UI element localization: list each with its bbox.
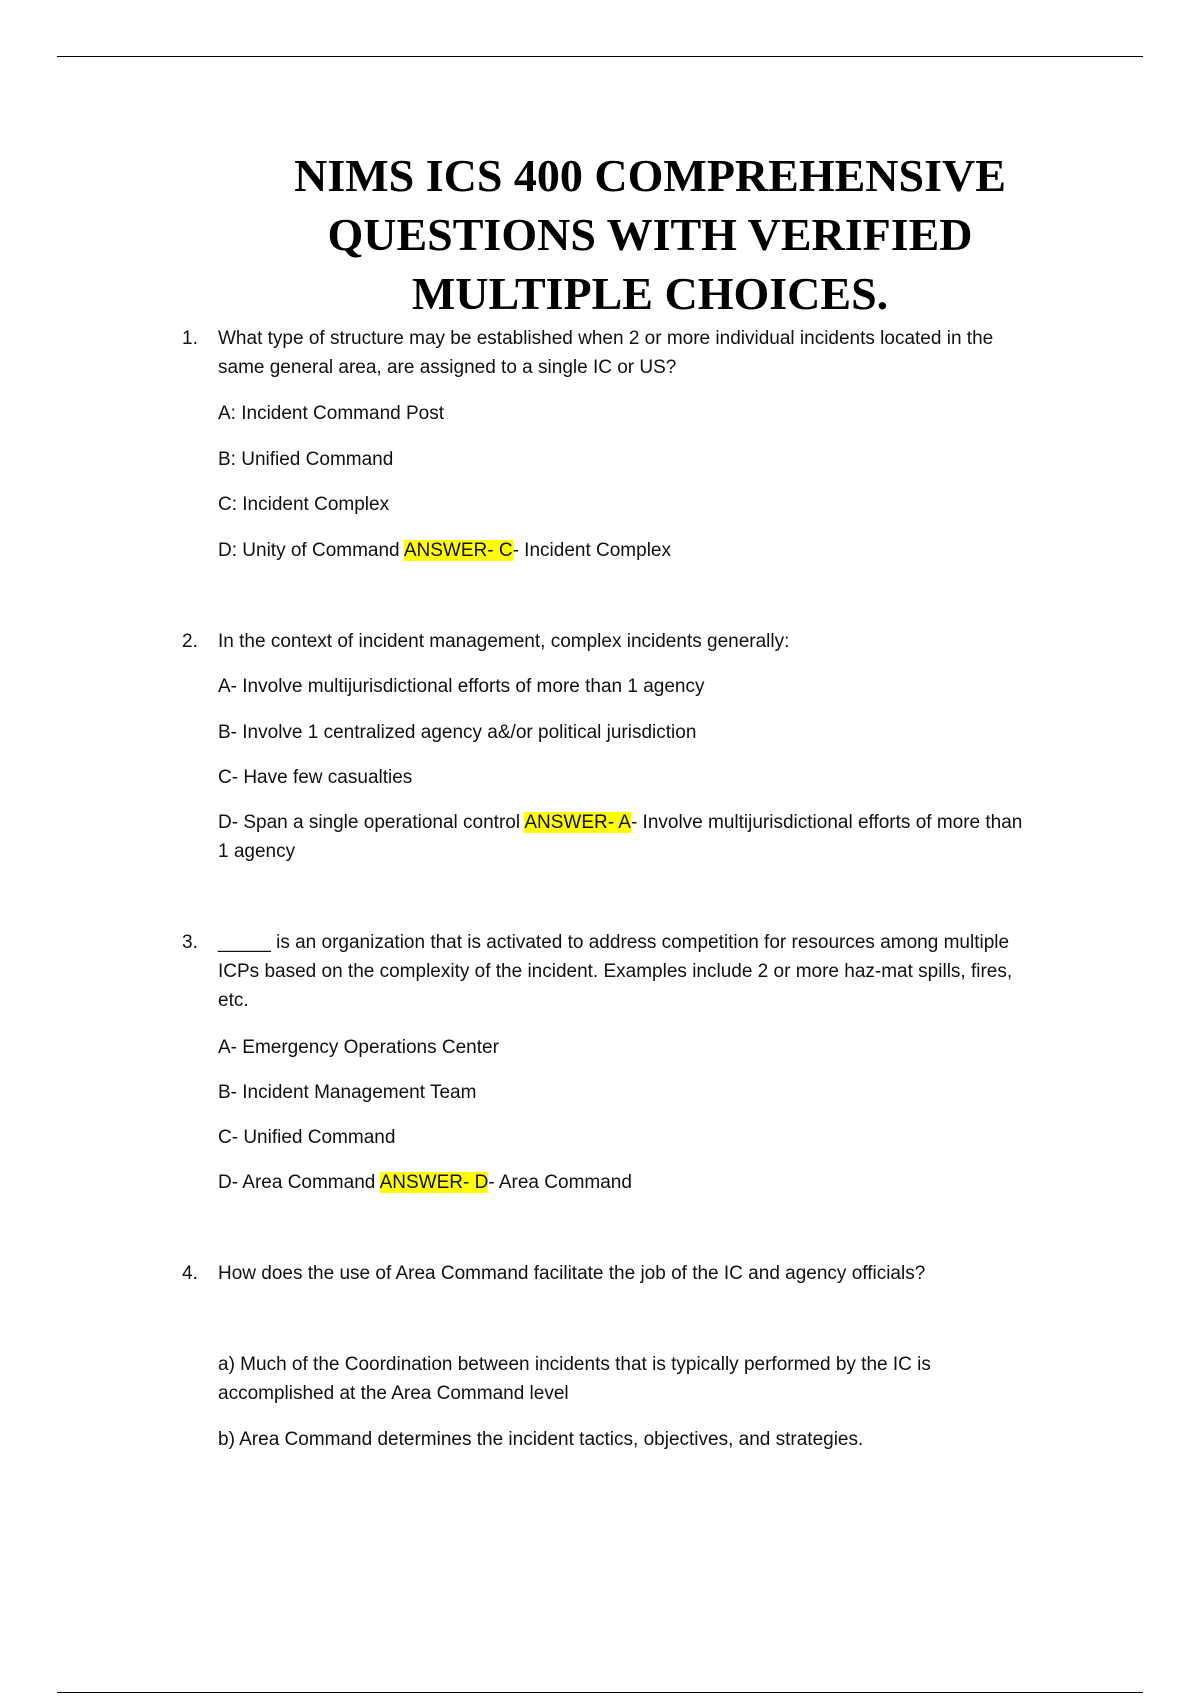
top-rule bbox=[57, 56, 1143, 57]
question-text-line: etc. bbox=[218, 990, 249, 1011]
option-c: C- Unified Command bbox=[218, 1127, 396, 1148]
answer-text: - Incident Complex bbox=[512, 540, 671, 561]
bottom-rule bbox=[57, 1692, 1143, 1693]
question-text-line: ICPs based on the complexity of the incident. Examples include 2 or more haz-mat spills, fires, bbox=[218, 961, 1013, 982]
question-number: 1. bbox=[182, 328, 198, 349]
question-text bbox=[218, 1259, 1094, 1288]
question-text-line: same general area, are assigned to a single IC or US? bbox=[218, 357, 677, 378]
option-text: D- Area Command bbox=[218, 1172, 380, 1193]
title-line: NIMS ICS 400 COMPREHENSIVE bbox=[294, 150, 1006, 201]
title-line: MULTIPLE CHOICES. bbox=[411, 268, 889, 319]
title-line: QUESTIONS WITH VERIFIED bbox=[327, 209, 973, 260]
question-text bbox=[218, 324, 1094, 382]
option-line: b) Area Command determines the incident tactics, objectives, and strategies. bbox=[218, 1429, 864, 1450]
answer-highlight: ANSWER- C bbox=[403, 540, 513, 561]
question-text-line: How does the use of Area Command facilitate the job of the IC and agency officials? bbox=[218, 1263, 926, 1284]
question-text-line: _____ is an organization that is activated to address competition for resources among multiple bbox=[218, 932, 1010, 953]
question-number: 2. bbox=[182, 631, 198, 652]
option-line: accomplished at the Area Command level bbox=[218, 1383, 569, 1404]
option-d bbox=[218, 536, 1094, 565]
answer-highlight: ANSWER- A bbox=[524, 812, 631, 833]
option-text: D: Unity of Command bbox=[218, 540, 404, 561]
option-a: A- Emergency Operations Center bbox=[218, 1037, 499, 1058]
answer-text: - Area Command bbox=[488, 1172, 632, 1193]
question-text bbox=[218, 928, 1094, 1015]
question-number: 4. bbox=[182, 1263, 198, 1284]
document-title bbox=[150, 146, 1150, 323]
answer-text-continuation: 1 agency bbox=[218, 841, 296, 862]
option-line: a) Much of the Coordination between incidents that is typically performed by the IC is bbox=[218, 1354, 931, 1375]
option-b: B: Unified Command bbox=[218, 449, 394, 470]
option-d bbox=[218, 808, 1094, 866]
option-c: C- Have few casualties bbox=[218, 767, 413, 788]
answer-highlight: ANSWER- D bbox=[379, 1172, 489, 1193]
answer-text: - Involve multijurisdictional efforts of more than bbox=[630, 812, 1023, 833]
option-text: D- Span a single operational control bbox=[218, 812, 525, 833]
option-d bbox=[218, 1168, 1094, 1197]
option-a: A: Incident Command Post bbox=[218, 403, 444, 424]
question-text bbox=[218, 627, 1094, 656]
option-b bbox=[218, 1425, 1094, 1454]
question-text-line: What type of structure may be established when 2 or more individual incidents located in the bbox=[218, 328, 994, 349]
option-b: B- Involve 1 centralized agency a&/or political jurisdiction bbox=[218, 722, 697, 743]
option-a bbox=[218, 1350, 1094, 1408]
option-c: C: Incident Complex bbox=[218, 494, 390, 515]
question-text-line: In the context of incident management, complex incidents generally: bbox=[218, 631, 790, 652]
option-b: B- Incident Management Team bbox=[218, 1082, 477, 1103]
question-number: 3. bbox=[182, 932, 198, 953]
option-a: A- Involve multijurisdictional efforts of more than 1 agency bbox=[218, 676, 705, 697]
